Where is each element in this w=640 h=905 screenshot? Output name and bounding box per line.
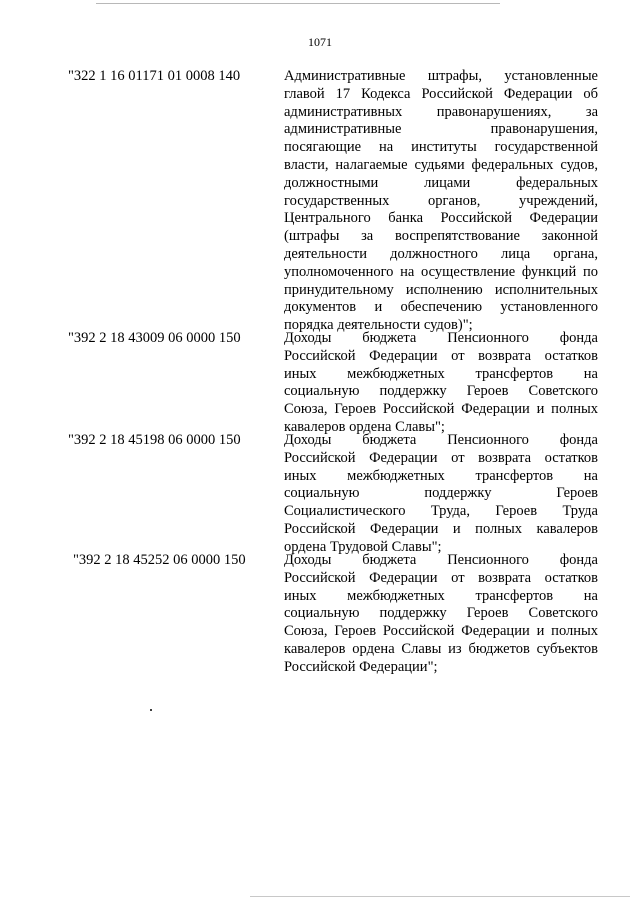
bottom-scan-rule [250,896,630,897]
description-line: принудительному исполнению исполнительных [284,281,598,298]
entry-description [284,432,598,557]
description-line: социальную поддержку Героев Советского [284,383,598,400]
page-number: 1071 [308,35,332,49]
entry-code: "322 1 16 01171 01 0008 140 [68,68,241,84]
description-line: иных межбюджетных трансфертов на [284,365,598,382]
top-scan-rule [96,3,500,4]
entry-code: "392 2 18 43009 06 0000 150 [68,330,241,346]
description-line: Социалистического Труда, Героев Труда [284,503,598,520]
description-line: кавалеров ордена Славы"; [284,418,445,435]
description-line: Союза, Героев Российской Федерации и полных [284,623,598,640]
description-line: Российской Федерации"; [284,658,438,675]
description-line: уполномоченного на осуществление функций по [284,263,598,280]
description-line: порядка деятельности судов)"; [284,317,473,334]
description-line: социальную поддержку Героев Советского [284,605,598,622]
description-line: Административные штрафы, установленные [284,68,598,84]
description-line: административные правонарушения, [284,121,598,138]
description-line: посягающие на институты государственной [284,139,598,156]
description-line: Доходы бюджета Пенсионного фонда [284,552,598,568]
entry-code: "392 2 18 45198 06 0000 150 [68,432,241,448]
description-line: иных межбюджетных трансфертов на [284,587,598,604]
description-line: Российской Федерации от возврата остатков [284,569,598,586]
description-line: иных межбюджетных трансфертов на [284,467,598,484]
description-line: власти, налагаемые судьями федеральных судов, [284,156,598,173]
entry-description [284,68,598,335]
description-line: государственных органов, учреждений, [284,192,598,209]
description-line: главой 17 Кодекса Российской Федерации об [284,85,598,102]
description-line: Российской Федерации и полных кавалеров [284,520,598,537]
description-line: Российской Федерации от возврата остатков [284,449,598,466]
description-line: (штрафы за воспрепятствование законной [284,228,598,245]
description-line: документов и обеспечению установленного [284,299,598,316]
description-line: должностными лицами федеральных [284,174,598,191]
entry-description [284,330,598,437]
description-line: Союза, Героев Российской Федерации и полных [284,401,598,418]
description-line: Доходы бюджета Пенсионного фонда [284,330,598,346]
description-line: социальную поддержку Героев [284,485,598,502]
description-line: Доходы бюджета Пенсионного фонда [284,432,598,448]
description-line: Центрального банка Российской Федерации [284,210,598,227]
description-line: кавалеров ордена Славы из бюджетов субъектов [284,640,598,657]
description-line: Российской Федерации от возврата остатков [284,347,598,364]
entry-description [284,552,598,677]
description-line: ордена Трудовой Славы"; [284,538,442,555]
stray-dot [150,709,152,711]
description-line: деятельности должностного лица органа, [284,245,598,262]
entry-code: "392 2 18 45252 06 0000 150 [73,552,246,568]
description-line: административных правонарушениях, за [284,103,598,120]
